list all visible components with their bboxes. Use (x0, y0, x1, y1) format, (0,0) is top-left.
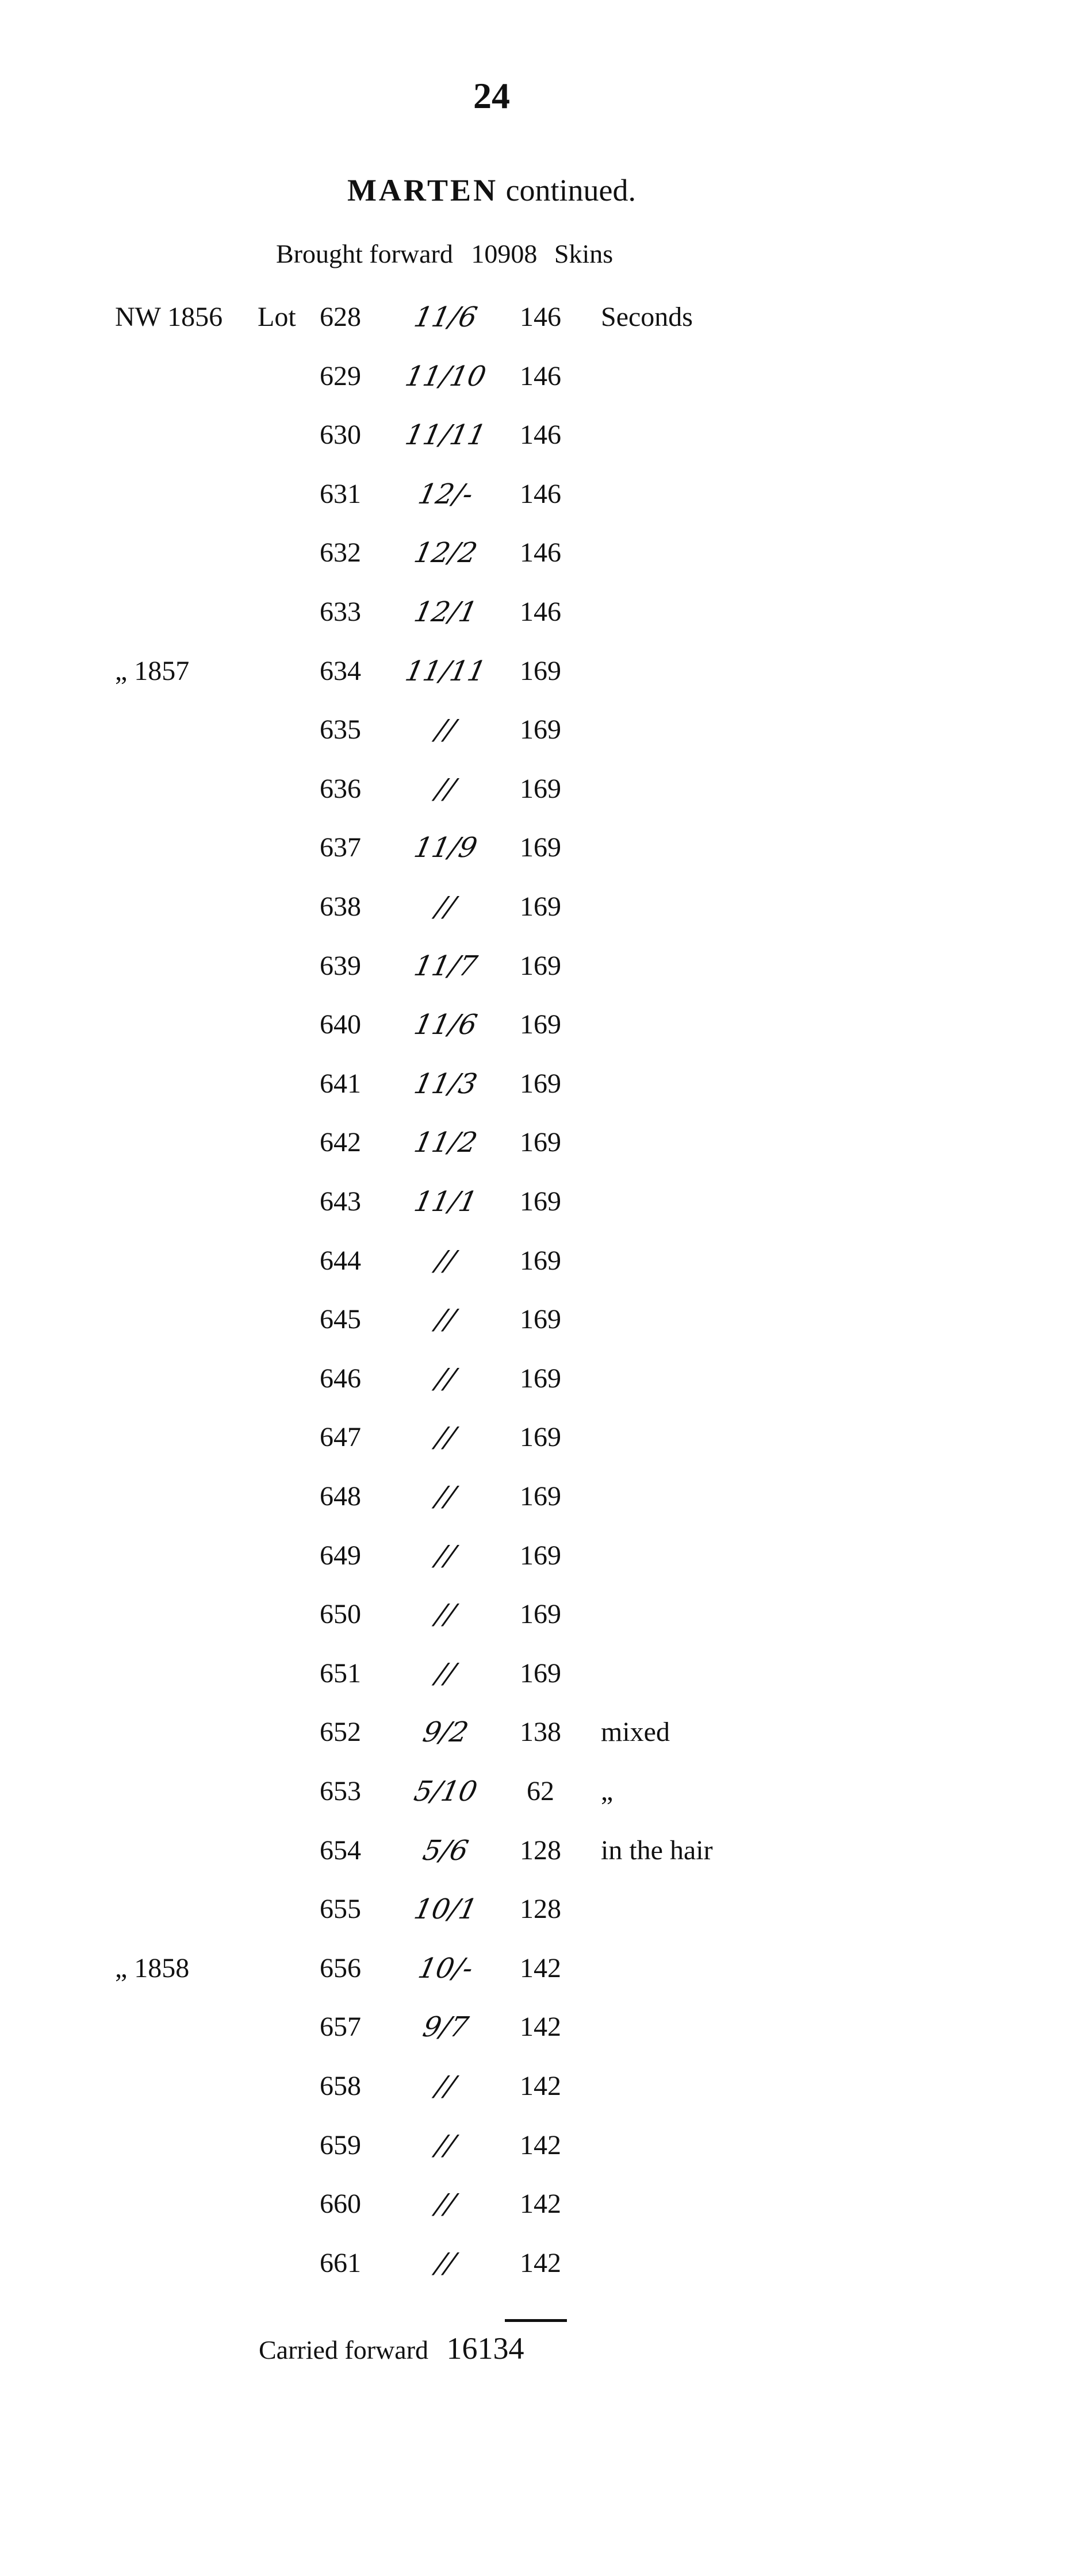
row-skins: 169 (520, 656, 561, 686)
ledger-row (0, 2181, 1066, 2227)
page-number: 24 (473, 75, 510, 116)
row-skins: 146 (520, 361, 561, 391)
row-price: 11/7 (411, 950, 480, 982)
brought-forward-line (276, 239, 613, 269)
row-lot-number: 655 (320, 1894, 361, 1924)
row-skins: 146 (520, 302, 561, 332)
ledger-row (0, 1356, 1066, 1402)
section-title (0, 172, 983, 208)
ledger-row (0, 1828, 1066, 1874)
row-skins: 169 (520, 1658, 561, 1689)
row-skins: 142 (520, 2248, 561, 2278)
row-skins: 128 (520, 1835, 561, 1866)
ledger-row (0, 2240, 1066, 2286)
ledger-row (0, 530, 1066, 576)
row-lot-number: 641 (320, 1068, 361, 1099)
ledger-row (0, 589, 1066, 635)
ledger-row (0, 1651, 1066, 1697)
row-lot-number: 650 (320, 1599, 361, 1629)
row-price: // (432, 891, 459, 923)
row-year: „ 1858 (115, 1953, 190, 1983)
row-note: in the hair (601, 1835, 713, 1866)
row-skins: 142 (520, 1953, 561, 1983)
row-lot-number: 660 (320, 2189, 361, 2219)
row-skins: 138 (520, 1717, 561, 1747)
row-skins: 169 (520, 774, 561, 804)
row-price: 11/2 (411, 1126, 480, 1159)
row-price: 11/6 (411, 301, 480, 333)
ledger-row (0, 1179, 1066, 1225)
row-skins: 146 (520, 597, 561, 627)
row-price: 5/6 (420, 1835, 471, 1867)
row-lot-number: 637 (320, 832, 361, 863)
row-price: 10/1 (411, 1893, 480, 1925)
row-skins: 169 (520, 1540, 561, 1571)
row-skins: 169 (520, 1068, 561, 1099)
row-price: // (432, 1363, 459, 1395)
row-price: // (432, 2070, 459, 2102)
row-price: 5/10 (411, 1775, 480, 1808)
row-lot-number: 636 (320, 774, 361, 804)
row-price: 11/10 (402, 360, 489, 393)
row-skins: 146 (520, 420, 561, 450)
row-lot-number: 646 (320, 1363, 361, 1394)
ledger-row (0, 1946, 1066, 1991)
row-skins: 142 (520, 2012, 561, 2042)
row-price: // (432, 1658, 459, 1690)
row-lot-number: 633 (320, 597, 361, 627)
row-price: // (432, 1304, 459, 1336)
ledger-row (0, 294, 1066, 340)
carried-forward-value: 16134 (446, 2331, 524, 2366)
row-skins: 169 (520, 1127, 561, 1158)
ledger-row (0, 1002, 1066, 1048)
carried-forward-line (259, 2331, 524, 2366)
row-note: Seconds (601, 302, 693, 332)
ledger-row (0, 2004, 1066, 2050)
row-skins: 169 (520, 891, 561, 922)
row-skins: 169 (520, 1245, 561, 1276)
row-price: 11/11 (402, 655, 489, 687)
ledger-row (0, 943, 1066, 989)
row-price: // (432, 714, 459, 746)
ledger-row (0, 707, 1066, 753)
row-note: mixed (601, 1717, 670, 1747)
row-price: 9/2 (420, 1716, 471, 1748)
row-skins: 169 (520, 1304, 561, 1335)
row-lot-number: 653 (320, 1776, 361, 1806)
row-price: 11/1 (411, 1186, 480, 1218)
ledger-row (0, 1297, 1066, 1343)
row-price: // (432, 1540, 459, 1572)
row-price: // (432, 1481, 459, 1513)
ledger-row (0, 2063, 1066, 2109)
row-lot-number: 635 (320, 714, 361, 745)
ledger-row (0, 1886, 1066, 1932)
row-price: 11/9 (411, 832, 480, 864)
row-lot-number: 640 (320, 1009, 361, 1040)
row-note: „ (601, 1776, 613, 1806)
row-lot-number: 651 (320, 1658, 361, 1689)
row-lot-number: 629 (320, 361, 361, 391)
row-lot-number: 638 (320, 891, 361, 922)
row-skins: 142 (520, 2130, 561, 2160)
row-lot-number: 642 (320, 1127, 361, 1158)
row-lot-number: 631 (320, 479, 361, 509)
title-caps: MARTEN (347, 173, 499, 207)
row-lot-number: 654 (320, 1835, 361, 1866)
row-lot-number: 649 (320, 1540, 361, 1571)
row-price: // (432, 2188, 459, 2220)
row-price: // (432, 2247, 459, 2279)
ledger-row (0, 412, 1066, 458)
ledger-row (0, 825, 1066, 871)
row-price: // (432, 773, 459, 805)
row-price: 11/11 (402, 419, 489, 451)
row-lot-number: 628 (320, 302, 361, 332)
row-price: 11/3 (411, 1068, 480, 1100)
row-lot-number: 634 (320, 656, 361, 686)
ledger-row (0, 648, 1066, 694)
ledger-row (0, 471, 1066, 517)
row-price: // (432, 2129, 459, 2162)
row-price: 11/6 (411, 1009, 480, 1041)
ledger-row (0, 884, 1066, 930)
row-price: 10/- (415, 1952, 476, 1985)
row-year: NW 1856 (115, 302, 223, 332)
row-lot-number: 648 (320, 1481, 361, 1512)
row-lot-number: 643 (320, 1186, 361, 1217)
row-price: // (432, 1245, 459, 1277)
ledger-row (0, 1591, 1066, 1637)
row-price: // (432, 1598, 459, 1631)
row-lot-number: 656 (320, 1953, 361, 1983)
ledger-row (0, 1533, 1066, 1579)
row-skins: 169 (520, 1599, 561, 1629)
row-skins: 62 (527, 1776, 554, 1806)
ledger-row (0, 353, 1066, 399)
row-skins: 169 (520, 714, 561, 745)
brought-forward-unit: Skins (554, 239, 613, 268)
row-skins: 169 (520, 1009, 561, 1040)
ledger-row (0, 1474, 1066, 1520)
ledger-row (0, 1414, 1066, 1460)
row-price: // (432, 1421, 459, 1454)
ledger-row (0, 1709, 1066, 1755)
row-lot-number: 659 (320, 2130, 361, 2160)
row-lot-number: 644 (320, 1245, 361, 1276)
brought-forward-label: Brought forward (276, 239, 453, 268)
row-price: 12/1 (411, 596, 480, 628)
row-lot-number: 632 (320, 537, 361, 568)
row-skins: 169 (520, 1363, 561, 1394)
row-lot-number: 658 (320, 2071, 361, 2101)
row-price: 9/7 (420, 2011, 471, 2043)
row-lot-label: Lot (258, 302, 296, 332)
title-rest: continued. (505, 173, 636, 207)
row-skins: 128 (520, 1894, 561, 1924)
row-skins: 146 (520, 479, 561, 509)
carried-forward-label: Carried forward (259, 2335, 429, 2364)
row-lot-number: 647 (320, 1422, 361, 1452)
row-skins: 169 (520, 1481, 561, 1512)
brought-forward-value: 10908 (471, 239, 538, 268)
row-skins: 142 (520, 2071, 561, 2101)
row-skins: 169 (520, 832, 561, 863)
row-skins: 146 (520, 537, 561, 568)
row-lot-number: 630 (320, 420, 361, 450)
row-lot-number: 652 (320, 1717, 361, 1747)
row-skins: 169 (520, 1186, 561, 1217)
row-lot-number: 661 (320, 2248, 361, 2278)
ledger-row (0, 1061, 1066, 1107)
row-skins: 169 (520, 1422, 561, 1452)
row-lot-number: 657 (320, 2012, 361, 2042)
total-rule (505, 2319, 567, 2322)
ledger-row (0, 1768, 1066, 1814)
row-price: 12/- (415, 478, 476, 510)
row-skins: 169 (520, 951, 561, 981)
row-lot-number: 639 (320, 951, 361, 981)
ledger-row (0, 766, 1066, 812)
row-year: „ 1857 (115, 656, 190, 686)
ledger-row (0, 1238, 1066, 1284)
row-lot-number: 645 (320, 1304, 361, 1335)
row-price: 12/2 (411, 537, 480, 569)
ledger-row (0, 2123, 1066, 2169)
ledger-row (0, 1120, 1066, 1166)
row-skins: 142 (520, 2189, 561, 2219)
